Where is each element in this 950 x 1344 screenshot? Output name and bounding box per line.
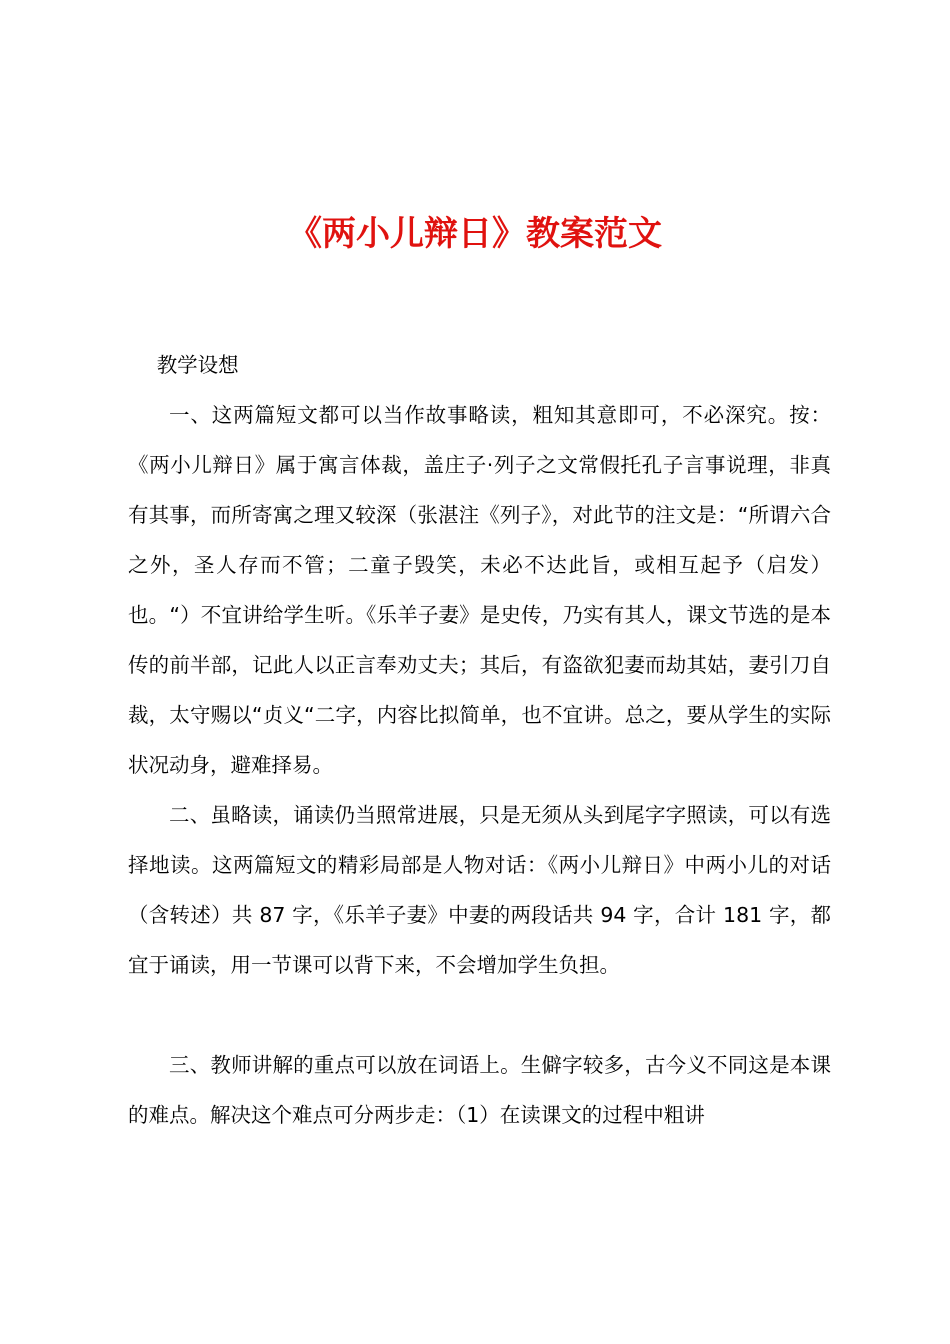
paragraph-2: 二、虽略读，诵读仍当照常进展，只是无须从头到尾字字照读，可以有选择地读。这两篇短文的精彩局部是人物对话：《两小儿辩日》中两小儿的对话（含转述）共 87 字，《乐羊子妻》中妻的两段话共 94 字，合计 181 字，都宜于诵读，用一节课可以背下来，不会增加学生负担。 (128, 803, 831, 977)
section-heading: 教学设想 (156, 353, 239, 377)
document-title: 《两小儿辩日》教案范文 (288, 214, 662, 254)
document-body (128, 340, 831, 1140)
paragraph-1: 一、这两篇短文都可以当作故事略读，粗知其意即可，不必深究。按：《两小儿辩日》属于寓言体裁，盖庄子·列子之文常假托孔子言事说理，非真有其事，而所寄寓之理又较深（张湛注《列子》，对此节的注文是：“所谓六合之外，圣人存而不管；二童子毁笑，未必不达此旨，或相互起予（启发）也。“）不宜讲给学生听。《乐羊子妻》是史传，乃实有其人，课文节选的是本传的前半部，记此人以正言奉劝丈夫；其后，有盗欲犯妻而劫其姑，妻引刀自裁，太守赐以“贞义“二字，内容比拟简单，也不宜讲。总之，要从学生的实际状况动身，避难择易。 (128, 403, 831, 777)
paragraph-3: 三、教师讲解的重点可以放在词语上。生僻字较多，古今义不同这是本课的难点。解决这个难点可分两步走：（1）在读课文的过程中粗讲 (128, 1053, 831, 1127)
